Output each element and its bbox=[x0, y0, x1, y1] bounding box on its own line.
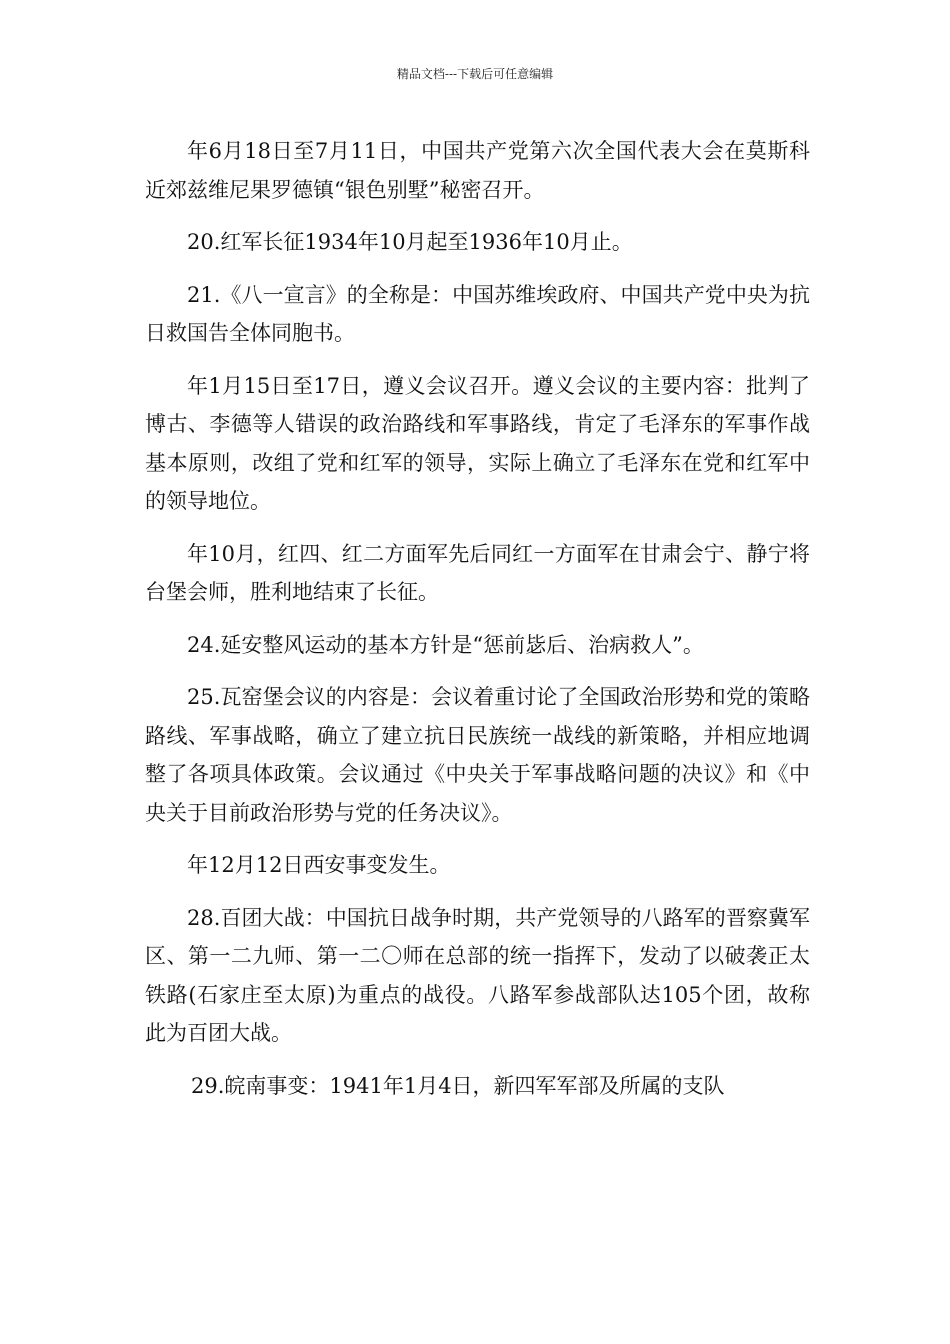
paragraph-army-reunion: 年10月，红四、红二方面军先后同红一方面军在甘肃会宁、静宁将台堡会师，胜利地结束了长征。 bbox=[145, 541, 810, 604]
paragraph-hundred-regiments: 28.百团大战：中国抗日战争时期，共产党领导的八路军的晋察冀军区、第一二九师、第一二〇师在总部的统一指挥下，发动了以破袭正太铁路(石家庄至太原)为重点的战役。八路军参战部队达105个团，故称此为百团大战。 bbox=[145, 905, 810, 1045]
paragraph-long-march: 20.红军长征1934年10月起至1936年10月止。 bbox=[187, 230, 633, 254]
paragraph-zunyi-conference: 年1月15日至17日，遵义会议召开。遵义会议的主要内容：批判了博古、李德等人错误的政治路线和军事路线，肯定了毛泽东的军事作战基本原则，改组了党和红军的领导，实际上确立了毛泽东在党和红军中的领导地位。 bbox=[145, 373, 810, 513]
paragraph-august-first-declaration: 21.《八一宣言》的全称是：中国苏维埃政府、中国共产党中央为抗日救国告全体同胞书。 bbox=[145, 282, 810, 345]
document-body bbox=[145, 132, 810, 1119]
paragraph-yanan-rectification: 24.延安整风运动的基本方针是“惩前毖后、治病救人”。 bbox=[187, 632, 704, 657]
page-header: 精品文档---下载后可任意编辑 bbox=[396, 67, 554, 81]
paragraph-wannan-incident: 29.皖南事变：1941年1月4日，新四军军部及所属的支队 bbox=[191, 1073, 725, 1098]
paragraph-sixth-congress: 年6月18日至7月11日，中国共产党第六次全国代表大会在莫斯科近郊兹维尼果罗德镇“银色别墅”秘密召开。 bbox=[145, 139, 810, 202]
paragraph-xian-incident: 年12月12日西安事变发生。 bbox=[187, 853, 451, 877]
paragraph-wayaobao-conference: 25.瓦窑堡会议的内容是：会议着重讨论了全国政治形势和党的策略路线、军事战略，确立了建立抗日民族统一战线的新策略，并相应地调整了各项具体政策。会议通过《中央关于军事战略问题的决议》和《中央关于目前政治形势与党的任务决议》。 bbox=[145, 685, 810, 825]
